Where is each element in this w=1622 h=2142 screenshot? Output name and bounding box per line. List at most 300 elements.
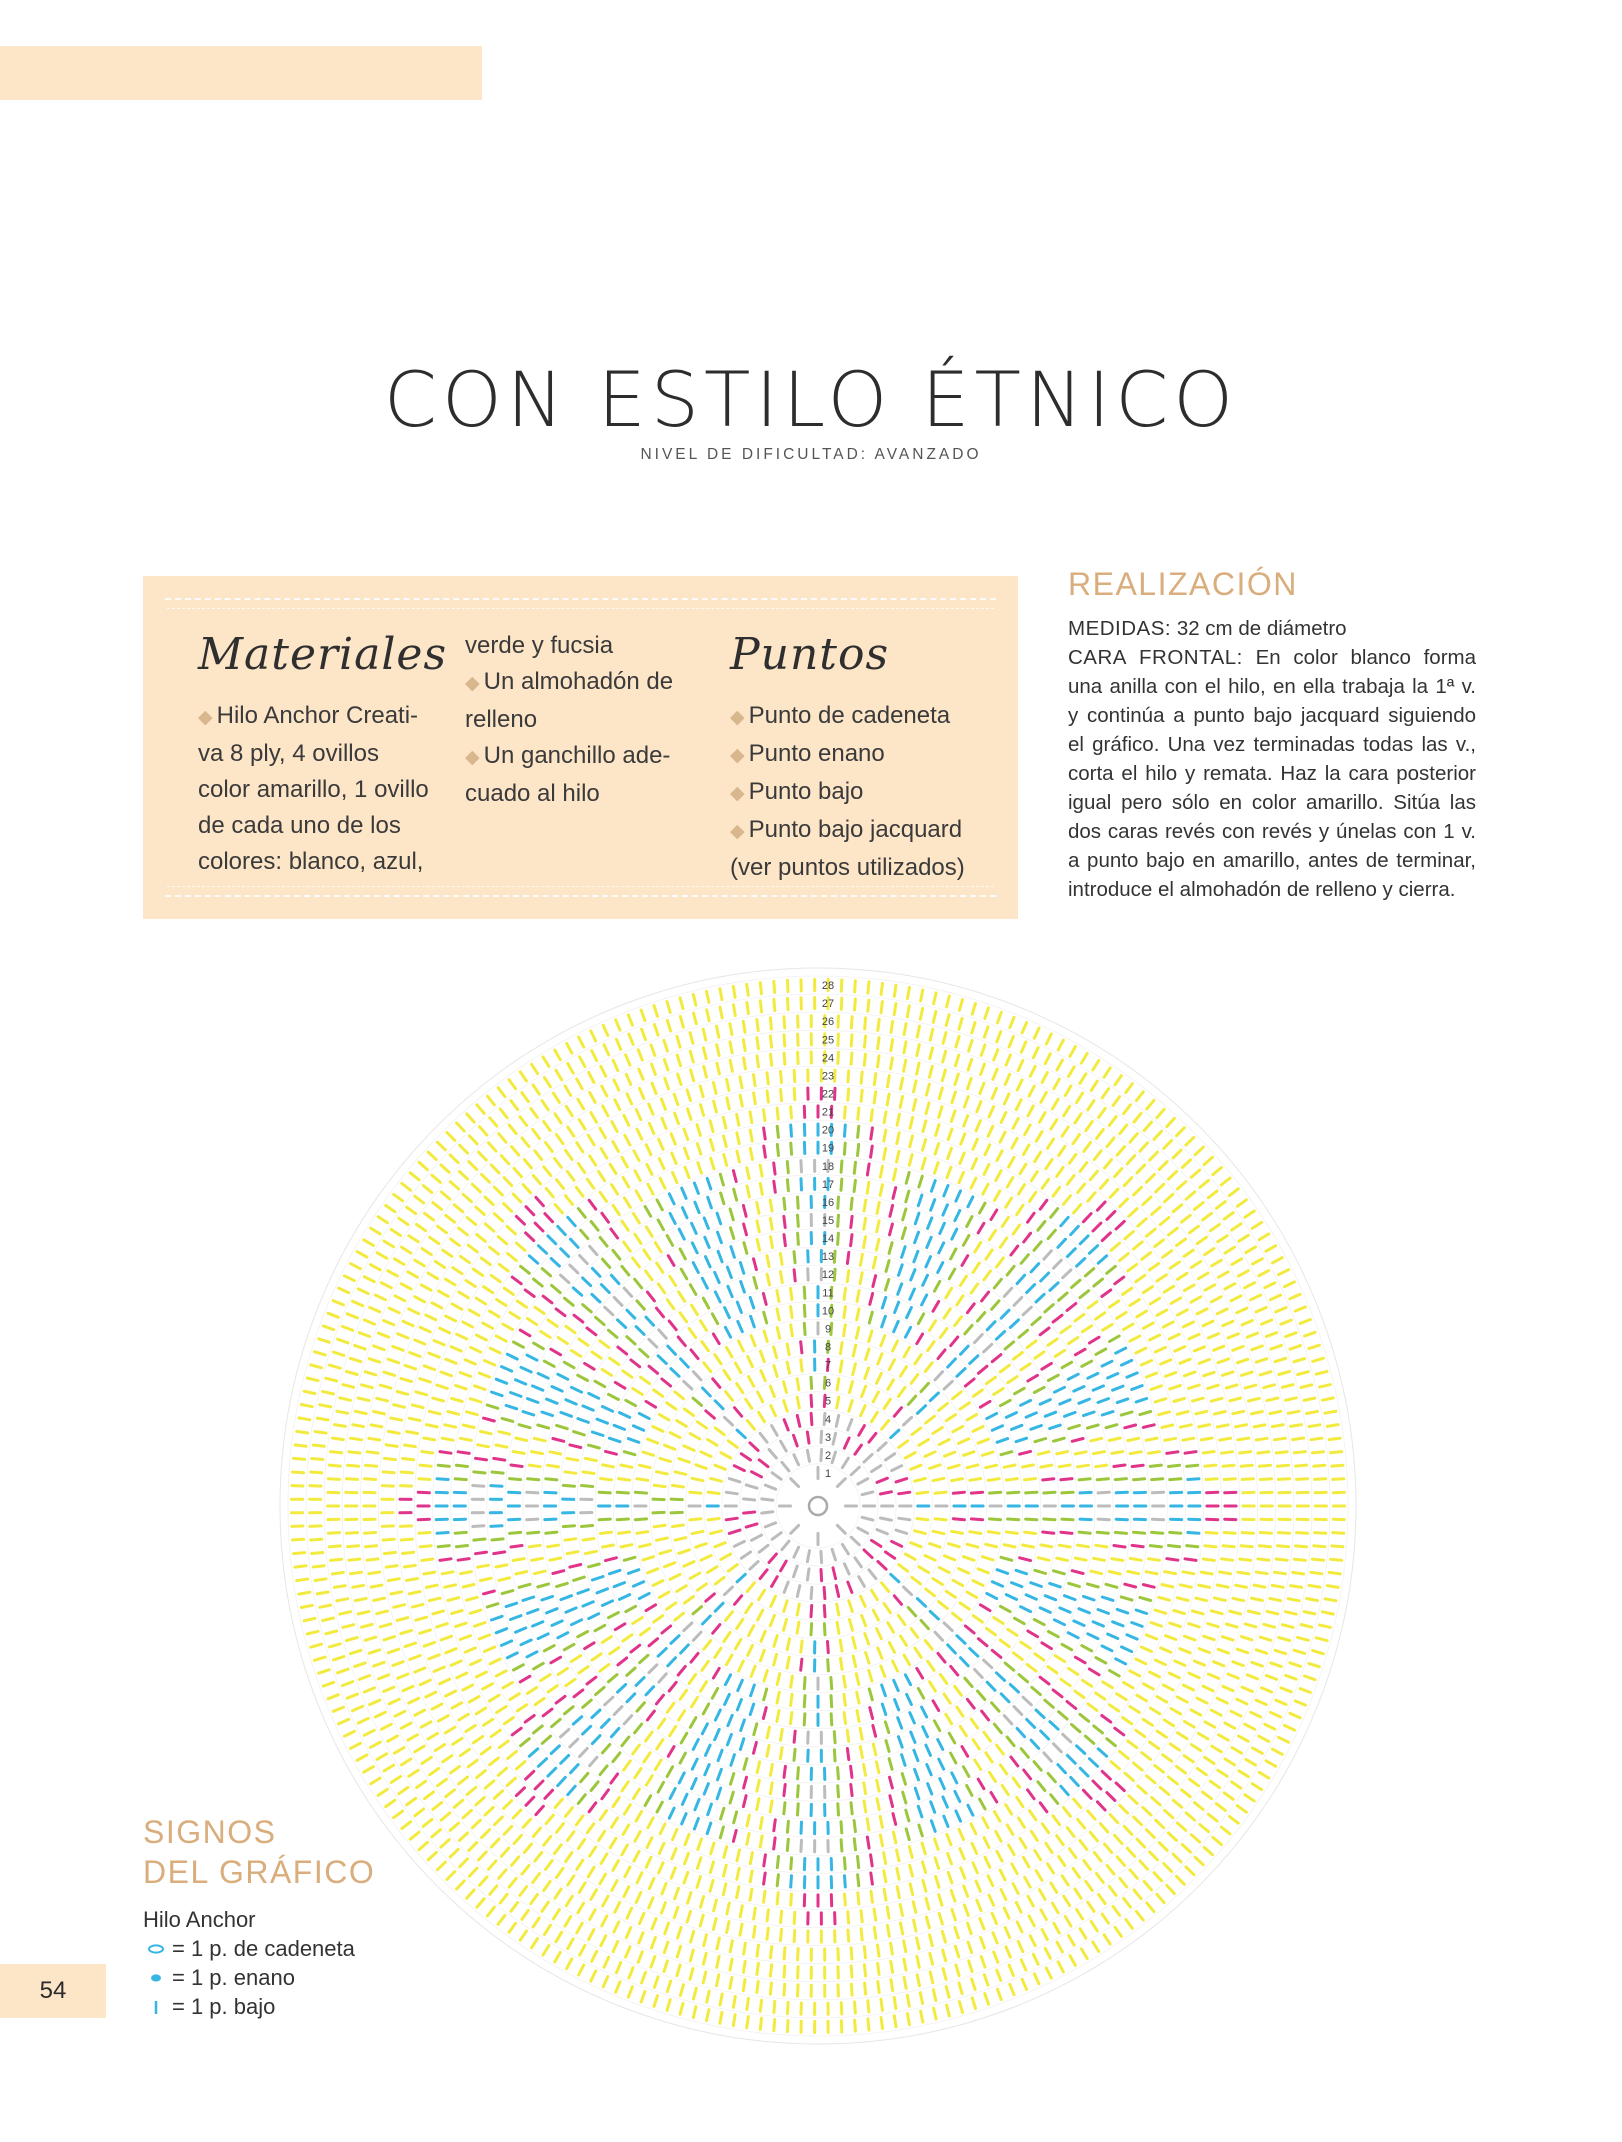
stitch-mark [873,1610,878,1620]
stitch-mark [1141,1361,1151,1366]
stitch-mark [878,1443,886,1451]
stitch-mark [432,1303,442,1308]
stitch-mark [592,1352,601,1358]
stitch-mark [1083,1214,1091,1222]
stitch-mark [408,1735,418,1741]
stitch-mark [889,1759,892,1770]
stitch-mark [384,1637,395,1640]
stitch-mark [658,1782,663,1792]
stitch-mark [774,999,775,1010]
stitch-mark [553,1093,559,1102]
stitch-mark [977,1101,981,1111]
stitch-mark [1146,1438,1157,1440]
stitch-mark [1197,1698,1207,1703]
stitch-mark [347,1314,357,1318]
stitch-mark [993,1069,997,1079]
stitch-mark [1230,1611,1241,1614]
stitch-mark [1105,1844,1112,1853]
stitch-mark [1259,1271,1269,1276]
stitch-mark [1173,1205,1182,1212]
stitch-mark [955,1211,960,1221]
stitch-mark [1050,1283,1058,1291]
stitch-mark [1068,1633,1078,1638]
stitch-mark [1155,1660,1165,1665]
stitch-mark [1218,1236,1227,1242]
stitch-mark [913,1100,916,1111]
stitch-mark [1237,1699,1247,1704]
stitch-mark [860,1728,862,1739]
stitch-mark [476,1298,486,1304]
stitch-mark [762,1499,773,1500]
stitch-mark [777,1875,778,1886]
stitch-mark [861,1090,862,1101]
stitch-mark [349,1452,360,1453]
stitch-mark [777,1108,778,1119]
stitch-mark [725,1308,730,1318]
stitch-mark [1094,1852,1101,1861]
stitch-mark [947,996,950,1007]
stitch-mark [1290,1713,1300,1718]
stitch-mark [613,1797,619,1806]
stitch-mark [558,1777,566,1785]
stitch-mark [885,1279,888,1290]
stitch-mark [905,1554,915,1559]
stitch-mark [831,1678,832,1689]
stitch-mark [646,1145,651,1155]
stitch-mark [647,1711,654,1720]
stitch-mark [434,1667,444,1671]
stitch-mark [909,1155,912,1166]
stitch-mark [542,1101,548,1110]
stitch-mark [1062,1362,1072,1368]
stitch-mark [1069,1425,1080,1428]
stitch-mark [1120,1878,1127,1887]
stitch-mark [724,1370,730,1379]
stitch-mark [828,1660,829,1671]
stitch-mark [730,1209,733,1220]
stitch-mark [622,1221,628,1230]
stitch-mark [1123,1718,1132,1724]
stitch-mark [494,1552,505,1554]
stitch-mark [912,1428,921,1435]
stitch-mark [1142,1753,1151,1760]
stitch-mark [1029,1086,1034,1096]
stitch-mark [982,1557,993,1560]
stitch-mark [737,1114,739,1125]
stitch-mark [476,1335,486,1340]
stitch-mark [841,1343,843,1354]
stitch-mark [469,1843,477,1851]
stitch-mark [1115,1277,1124,1284]
stitch-mark [864,1200,866,1211]
stitch-mark [1245,1795,1254,1801]
stitch-mark [704,1363,711,1372]
stitch-mark [837,1604,839,1615]
stitch-mark [496,1336,506,1341]
stitch-mark [1150,1672,1160,1677]
stitch-mark [442,1438,453,1440]
stitch-mark [961,1134,965,1144]
stitch-mark [741,1552,750,1558]
stitch-mark [704,1218,708,1229]
stitch-mark [1157,1894,1164,1902]
stitch-mark [1093,1781,1101,1789]
stitch-mark [882,1316,886,1327]
stitch-mark [943,1033,946,1044]
stitch-mark [1132,1623,1143,1627]
stitch-mark [378,1333,388,1337]
stitch-mark [599,1831,605,1840]
stitch-mark [838,1804,839,1815]
stitch-mark [612,1881,617,1891]
stitch-mark [622,1782,628,1791]
stitch-mark [1059,1146,1065,1155]
stitch-mark [904,1959,906,1970]
stitch-mark [848,1930,849,1941]
stitch-mark [1256,1700,1266,1705]
stitch-mark [735,1596,742,1605]
stitch-mark [711,1531,722,1534]
stitch-mark [889,1642,894,1652]
stitch-mark [362,1385,373,1388]
stitch-mark [784,1035,785,1046]
stitch-mark [512,1728,521,1735]
stitch-mark [529,1749,538,1756]
stitch-mark [733,1005,735,1016]
stitch-mark [908,2014,910,2025]
stitch-mark [1251,1412,1262,1414]
stitch-mark [928,1218,932,1229]
stitch-mark [902,1228,905,1239]
stitch-mark [858,1479,868,1484]
stitch-mark [1053,1187,1060,1196]
stitch-mark [726,1492,737,1494]
stitch-mark [469,1162,477,1170]
stitch-mark [726,1347,732,1357]
stitch-mark [1309,1345,1320,1348]
stitch-mark [419,1479,430,1480]
stitch-mark [718,1750,722,1761]
stitch-mark [425,1213,434,1220]
stitch-mark [1150,1264,1159,1271]
stitch-mark [1149,1452,1160,1454]
stitch-mark [743,1205,746,1216]
stitch-mark [854,1180,855,1191]
stitch-mark [1025,1877,1031,1887]
stitch-mark [474,1539,485,1540]
stitch-mark [546,1143,553,1152]
stitch-mark [855,1445,862,1454]
stitch-mark [556,1070,562,1080]
stitch-mark [609,1570,620,1574]
stitch-mark [833,1433,836,1444]
stitch-mark [580,1945,585,1955]
stitch-mark [1024,1233,1031,1242]
stitch-mark [1005,1074,1010,1084]
stitch-mark [1001,1452,1012,1455]
stitch-mark [1086,1122,1093,1131]
stitch-mark [690,1033,693,1044]
stitch-mark [638,1952,642,1962]
stitch-mark [691,1931,694,1942]
stitch-mark [890,1796,893,1807]
stitch-mark [894,1596,901,1605]
stitch-mark [654,1977,658,1988]
stitch-mark [536,1806,544,1814]
stitch-mark [490,1311,500,1317]
stitch-mark [967,1304,974,1313]
stitch-mark [633,1745,640,1754]
stitch-mark [619,1479,630,1481]
stitch-mark [525,1716,534,1723]
stitch-mark [450,1155,458,1163]
stitch-mark [923,1140,926,1151]
stitch-mark [578,1209,585,1218]
stitch-mark [585,1551,596,1553]
stitch-mark [1136,1275,1145,1282]
stitch-mark [618,1347,627,1354]
stitch-mark [1150,1152,1158,1160]
stitch-mark [794,1566,798,1577]
stitch-mark [1122,1647,1132,1652]
stitch-mark [774,1163,775,1174]
stitch-mark [648,1569,658,1573]
diamond-bullet-icon: ◆ [465,673,480,694]
stitch-mark [326,1631,337,1634]
stitch-mark [1054,1923,1060,1933]
stitch-mark [1208,1191,1217,1198]
stitch-mark [447,1872,455,1880]
stitch-mark [542,1902,548,1911]
stitch-mark [771,1596,776,1606]
stitch-mark [1164,1286,1174,1292]
stitch-mark [917,1334,923,1344]
stitch-mark [926,1103,929,1114]
stitch-mark [1030,1066,1035,1076]
stitch-mark [1259,1772,1269,1778]
stitch-mark [624,1887,629,1897]
stitch-mark [955,1074,959,1085]
stitch-mark [511,1616,522,1620]
stitch-mark [1094,1452,1105,1454]
stitch-mark [759,1460,768,1467]
stitch-mark [585,1643,595,1649]
stitch-mark [1260,1533,1271,1534]
stitch-mark [619,1532,630,1534]
stitch-mark [1298,1372,1309,1375]
stitch-mark [726,1392,733,1401]
stitch-mark [646,1776,652,1786]
stitch-mark [1006,1947,1010,1957]
stitch-mark [541,1331,551,1337]
stitch-mark [535,1698,544,1704]
stitch-mark [429,1411,440,1414]
stitch-mark [744,1777,747,1788]
stitch-mark [1051,1795,1058,1804]
stitch-mark [1073,1868,1080,1877]
stitch-mark [1192,1398,1203,1401]
stitch-mark [893,1832,896,1843]
stitch-mark [1023,1545,1034,1547]
stitch-mark [555,1050,561,1060]
stitch-mark [529,1256,538,1263]
stitch-mark [907,1308,912,1318]
stitch-mark [1217,1309,1227,1314]
stitch-mark [1293,1438,1304,1440]
stitch-mark [917,1956,919,1967]
page-number: 54 [0,1964,106,2018]
stitch-mark [1305,1676,1316,1680]
stitch-mark [446,1790,455,1797]
stitch-mark [365,1479,376,1480]
stitch-mark [565,1539,576,1541]
stitch-mark [645,1796,651,1806]
stitch-mark [551,1259,559,1267]
stitch-mark [443,1756,452,1762]
stitch-note: (ver puntos utilizados) [730,854,965,881]
stitch-mark [923,1880,926,1891]
stitch-mark [628,1439,639,1443]
stitch-mark [609,1438,620,1442]
stitch-mark [952,1531,963,1533]
stitch-mark [808,1251,809,1262]
stitch-mark [925,1363,932,1372]
stitch-mark [1312,1559,1323,1560]
stitch-mark [675,1888,679,1899]
stitch-mark [847,1730,848,1741]
stitch-mark [983,1184,988,1194]
stitch-mark [922,1843,925,1854]
stitch-mark [651,1045,655,1056]
stitch-mark [371,1742,381,1747]
stitch-mark [951,1891,955,1902]
stitch-mark [494,1214,502,1222]
stitch-mark [984,1732,991,1741]
stitch-mark [953,1492,964,1493]
stitch-mark [899,1441,908,1448]
stitch-mark [1102,1412,1113,1415]
stitch-mark [693,1263,698,1273]
stitch-mark [946,1015,949,1026]
stitch-mark [340,1398,351,1401]
stitch-mark [365,1637,376,1640]
stitch-mark [996,1831,1001,1841]
stitch-mark [585,1363,595,1369]
stitch-mark [1067,1702,1076,1709]
stitch-mark [1116,1783,1124,1791]
stitch-mark [871,1110,873,1121]
stitch-mark [669,1808,674,1818]
stitch-mark [1150,1546,1161,1547]
stitch-mark [583,1406,593,1410]
stitch-mark [463,1585,474,1588]
stitch-mark [881,1999,882,2010]
stitch-mark [922,1295,927,1305]
stitch-mark [724,1847,727,1858]
stitch-mark [871,1412,877,1422]
stitch-mark [469,1310,479,1316]
stitch-mark [520,1887,527,1896]
stitch-mark [994,1724,1001,1733]
stitch-mark [844,1143,845,1154]
stitch-mark [388,1359,399,1363]
stitch-mark [543,1709,552,1716]
stitch-mark [758,1610,763,1620]
stitch-mark [484,1719,493,1725]
stitch-mark [984,1660,992,1668]
stitch-mark [667,1236,673,1246]
stitch-mark [1277,1546,1288,1547]
stitch-mark [433,1611,444,1614]
stitch-mark [1258,1452,1269,1453]
stitch-mark [703,1048,706,1059]
stitch-mark [908,987,910,998]
stitch-mark [741,1720,745,1731]
stitch-mark [1097,1130,1104,1139]
stitch-mark [1125,1773,1134,1780]
stitch-mark [337,1599,348,1601]
stitch-mark [437,1479,448,1480]
stitch-mark [851,1198,852,1209]
stitch-mark [558,1226,566,1234]
stitch-mark [1197,1768,1206,1774]
stitch-mark [667,1002,670,1013]
stitch-mark [774,1636,777,1647]
stitch-mark [860,1254,862,1265]
stitch-mark [960,1153,964,1163]
stitch-mark [978,1439,988,1443]
stitch-mark [757,1038,759,1049]
stitch-mark [696,1544,707,1548]
materials-line: colores: blanco, azul, [198,848,424,875]
stitch-mark [1164,1141,1172,1149]
stitch-mark [545,1214,553,1222]
stitch-mark [457,1673,467,1678]
stitch-mark [700,1915,703,1926]
stitch-mark [911,1543,921,1547]
stitch-mark [657,1802,662,1812]
stitch-mark [1161,1360,1171,1364]
stitch-mark [476,1708,486,1714]
stitch-mark [837,1525,845,1533]
stitch-mark [1208,1674,1218,1678]
stitch-mark [694,1013,697,1024]
stitch-mark [1030,1192,1036,1201]
stitch-mark [1169,1228,1178,1235]
stitch-mark [781,1911,782,1922]
stitch-mark [804,1696,805,1707]
stitch-mark [592,1736,600,1744]
stitch-mark [467,1890,474,1898]
stitch-mark [970,1649,978,1657]
stitch-mark [871,1891,873,1902]
round-number-label: 21 [821,1106,835,1119]
stitch-mark [1146,1229,1155,1236]
stitch-mark [1300,1689,1310,1693]
stitch-mark [972,1979,975,1990]
stitch-mark [1136,1092,1143,1101]
stitch-mark [1029,1916,1034,1926]
stitch-mark [566,1106,572,1116]
stitch-mark [1122,1360,1132,1365]
stitch-mark [1240,1559,1251,1560]
stitch-mark [931,1200,935,1211]
stitch-mark [664,1942,668,1953]
stitch-mark [905,1675,910,1685]
stitch-mark [1177,1412,1188,1415]
stitch-mark [880,1492,891,1494]
stitch-mark [877,1629,882,1639]
